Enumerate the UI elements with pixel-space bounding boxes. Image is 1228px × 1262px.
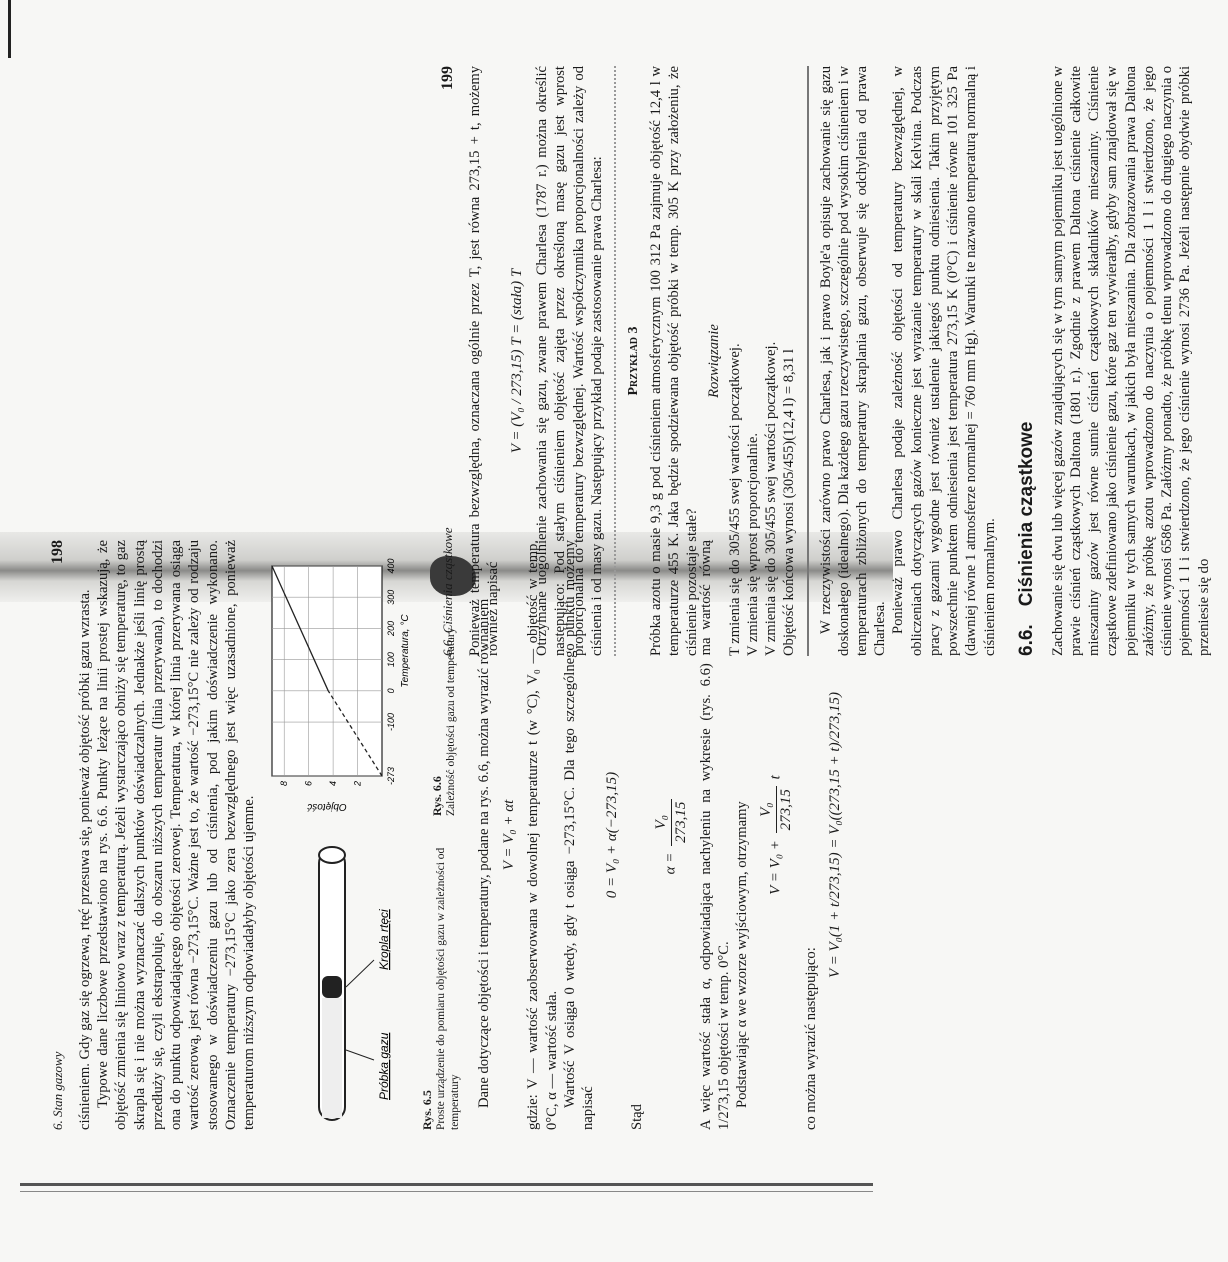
y-axis-label: Objętość: [307, 801, 348, 812]
solution-title: Rozwiązanie: [706, 324, 723, 398]
label-mercury-drop: Kropla rtęci: [377, 909, 392, 970]
paragraph: Zachowanie się dwu lub więcej gazów znajdujących się w tym samym pojemniku jest uogólnione w prawie ciśnień cząstkowych Daltona (1801 r.). Zgodnie z prawem Daltona ciśnienie całkowite mieszaniny gazów jest równe sumie ciśnień cząstkowych składników mieszaniny. Ciśnienie cząstkowe zdefiniowano jako ciśnienie gazu, które gaz ten wywierałby, gdyby sam znajdował się w pojemniku w tych samych warunkach, w jakich była mieszanina. Dla zobrazowania prawa Daltona załóżmy, że próbkę azotu wprowadzono do naczynia o pojemności 1 l i stwierdzono, że jego ciśnienie wynosi 6586 Pa. Załóżmy ponadto, że próbkę tlenu wprowadzono do drugiego naczynia o pojemności 1 l i stwierdzono, że jego ciśnienie wynosi 2736 Pa. Jeżeli następnie obydwie próbki przeniesie się do: [1049, 66, 1212, 656]
example-text: Próbka azotu o masie 9,3 g pod ciśnieniem atmosferycznym 100 312 Pa zajmuje objętość 12,4 l w temperaturze 455 K. Jaka będzie spodziewana objętość próbki w temp. 305 K przy założeniu, że ciśnienie pozostaje stałe?: [647, 66, 701, 656]
y-tick-label: 4: [328, 781, 339, 787]
fraction: [757, 786, 796, 833]
x-tick-label: 300: [386, 589, 397, 605]
x-tick-label: -273: [386, 766, 397, 786]
drop-pointer: [346, 960, 374, 987]
equation: V = V₀(1 + t/273,15) = V₀((273,15 + t)/273,15): [827, 691, 844, 979]
eq-rhs: t: [768, 775, 785, 780]
scan-edge-line: [8, 0, 11, 58]
y-tick-label: 8: [279, 781, 290, 787]
paragraph: Wartość V osiąga 0 wtedy, gdy t osiąga −273,15°C. Dla tego szczególnego punktu możemy napisać: [561, 540, 597, 1130]
section-number: 6.6.: [1015, 624, 1037, 656]
divider: [807, 66, 809, 656]
page-number: 199: [439, 66, 456, 90]
running-head-title: 6. Stan gazowy: [50, 1051, 65, 1130]
equation: V = V₀ + αt: [500, 799, 517, 871]
denominator: 273,15: [673, 801, 689, 843]
x-tick-label: 0: [386, 688, 397, 694]
solution-line: T zmienia się do 305/455 swej wartości początkowej.: [726, 343, 743, 656]
denominator: 273,15: [778, 789, 795, 831]
mercury-drop: [322, 976, 342, 998]
solution-line: Objętość końcowa wynosi (305/455)(12,4 l) = 8,31 l: [781, 349, 798, 656]
figure-6-5: [264, 830, 469, 1130]
x-tick-label: 200: [386, 620, 397, 636]
x-tick-label: 100: [386, 652, 397, 668]
paragraph: A więc wartość stała α, odpowiadająca nachyleniu na wykresie (rys. 6.6) ma wartość równą 1/273,15 objętości w temp. 0°C.: [697, 540, 732, 1130]
numerator: V₀: [757, 786, 777, 833]
paragraph: Otrzymane uogólnienie zachowania się gazu, zwane prawem Charlesa (1787 r.) można określić następująco: Pod stałym ciśnieniem objętość zajęta przez określoną masę gazu jest wprost proporcjonalna do temperatury bezwzględnej. Wartość współczynnika proporcjonalności zależy od ciśnienia i od masy gazu. Następujący przykład podaje zastosowanie prawa Charlesa:: [534, 66, 605, 656]
scan-bottom-edge-2: [20, 1191, 873, 1192]
paragraph: Podstawiając α we wzorze wyjściowym, otrzymamy: [734, 801, 751, 1108]
paragraph: Stąd: [629, 1104, 646, 1130]
paragraph: Ponieważ temperatura bezwzględna, oznaczana ogólnie przez T, jest równa 273,15 + t, możemy również napisać: [467, 66, 502, 656]
paragraph: Ponieważ prawo Charlesa podaje zależność objętości od temperatury bezwzględnej, w obliczeniach dotyczących gazów konieczne jest wyrażanie temperatury w skali Kelvina. Podczas pracy z gazami wygodne jest również ustalenie jakiegoś punktu odniesienia. Takim przyjętym powszechnie punktem odniesienia jest temperatura 273,15 K (0°C) i ciśnienie równe 101 325 Pa (dawniej równe 1 atmosferze normalnej = 760 mm Hg). Warunki te nazwano temperaturą normalną i ciśnieniem normalnym.: [890, 66, 998, 656]
gas-tube-illustration: [264, 830, 414, 1130]
x-tick-label: -100: [386, 713, 397, 732]
page-199: [438, 66, 1228, 656]
solution-line: V zmienia się do 305/455 swej wartości początkowej.: [763, 341, 780, 656]
y-tick-label: 2: [352, 781, 363, 787]
equation: V = (V₀ / 273,15) T = (stała) T: [509, 268, 526, 454]
scan-bottom-edge: [20, 1183, 873, 1186]
eq-lhs: V = V₀ +: [768, 840, 785, 895]
y-tick-label: 6: [304, 781, 315, 787]
figure-6-5-caption: [420, 830, 463, 1130]
solution-line: V zmienia się wprost proporcjonalnie.: [744, 432, 761, 656]
paragraph: Typowe dane liczbowe przedstawiono na rys. 6.6. Punkty leżące na linii prostej wskazują, że objętość zmienia się liniowo wraz z temperaturą. Jeżeli wystarczająco obniży się temperaturę, to gaz skrapla się i nie można wyznaczać dalszych punktów doświadczalnych. Jednakże jeśli linię prostą przedłuży się, czyli ekstrapoluje, do obszaru niższych temperatur (linia przerywana), to dochodzi ona do punktu odpowiadającego objętości zerowej. Temperatura, w której linia przerywana osiąga wartość zerową, jest równa −273,15°C. Ważne jest to, że wartość −273,15°C nie zależy od rodzaju stosowanego w doświadczeniu gazu lub od ciśnienia, pod jakim doświadczenie wykonano. Oznaczenie temperatury −273,15°C jako zera bezwzględnego jest więc uzasadnione, ponieważ temperaturom niższym odpowiadałyby objętości ujemne.: [95, 540, 258, 1130]
page-number: 198: [49, 540, 66, 564]
fraction: [652, 799, 691, 846]
solution-lines: [726, 66, 799, 656]
caption-number: Rys. 6.5: [419, 1090, 434, 1130]
example-title: Przykład 3: [626, 326, 642, 396]
running-head-title: 6.6. Ciśnienia cząstkowe: [440, 527, 455, 656]
x-tick-label: 400: [386, 558, 397, 574]
numerator: V₀: [652, 799, 672, 846]
x-axis-label: Temperatura, °C: [400, 614, 412, 688]
paragraph: Dane dotyczące objętości i temperatury, podane na rys. 6.6, można wyrazić równaniem: [476, 598, 493, 1108]
paragraph: co można wyrazić następująco:: [802, 947, 819, 1130]
gas-sample-region: [322, 998, 342, 1118]
paragraph: ciśnieniem. Gdy gaz się ogrzewa, rtęć przesuwa się, ponieważ objętość próbki gazu wzrasta.: [77, 589, 93, 1130]
volume-temperature-chart: [264, 556, 424, 816]
label-gas-sample: Próbka gazu: [377, 1032, 392, 1100]
caption-number: Rys. 6.6: [429, 776, 444, 816]
gas-pointer: [346, 1050, 374, 1060]
running-head: [48, 540, 68, 1130]
eq-lhs: α =: [662, 852, 679, 875]
paragraph: gdzie: V — wartość zaobserwowana w dowolnej temperaturze t (w °C), V₀ — objętość w temp. 0°C, α — wartość stała.: [525, 540, 560, 1130]
section-title: Ciśnienia cząstkowe: [1015, 421, 1037, 607]
caption-text: Zależność objętości gazu od temperatury: [445, 627, 458, 816]
equation: 0 = V₀ + α(−273,15): [604, 771, 621, 899]
divider: [614, 66, 617, 656]
running-head: [438, 66, 458, 656]
caption-text: Proste urządzenie do pomiaru objętości gazu w zależności od temperatury: [435, 847, 462, 1130]
paragraph: W rzeczywistości zarówno prawo Charlesa, jak i prawo Boyle'a opisuje zachowanie się gazu doskonałego (idealnego). Dla każdego gazu rzeczywistego, szczególnie pod wysokim ciśnieniem i w temperaturach zbliżonych do temperatury skraplania gazu, obserwuje się odchylenia od prawa Charlesa.: [817, 66, 889, 656]
tube-open-end: [319, 847, 345, 863]
section-heading: [1015, 66, 1039, 656]
